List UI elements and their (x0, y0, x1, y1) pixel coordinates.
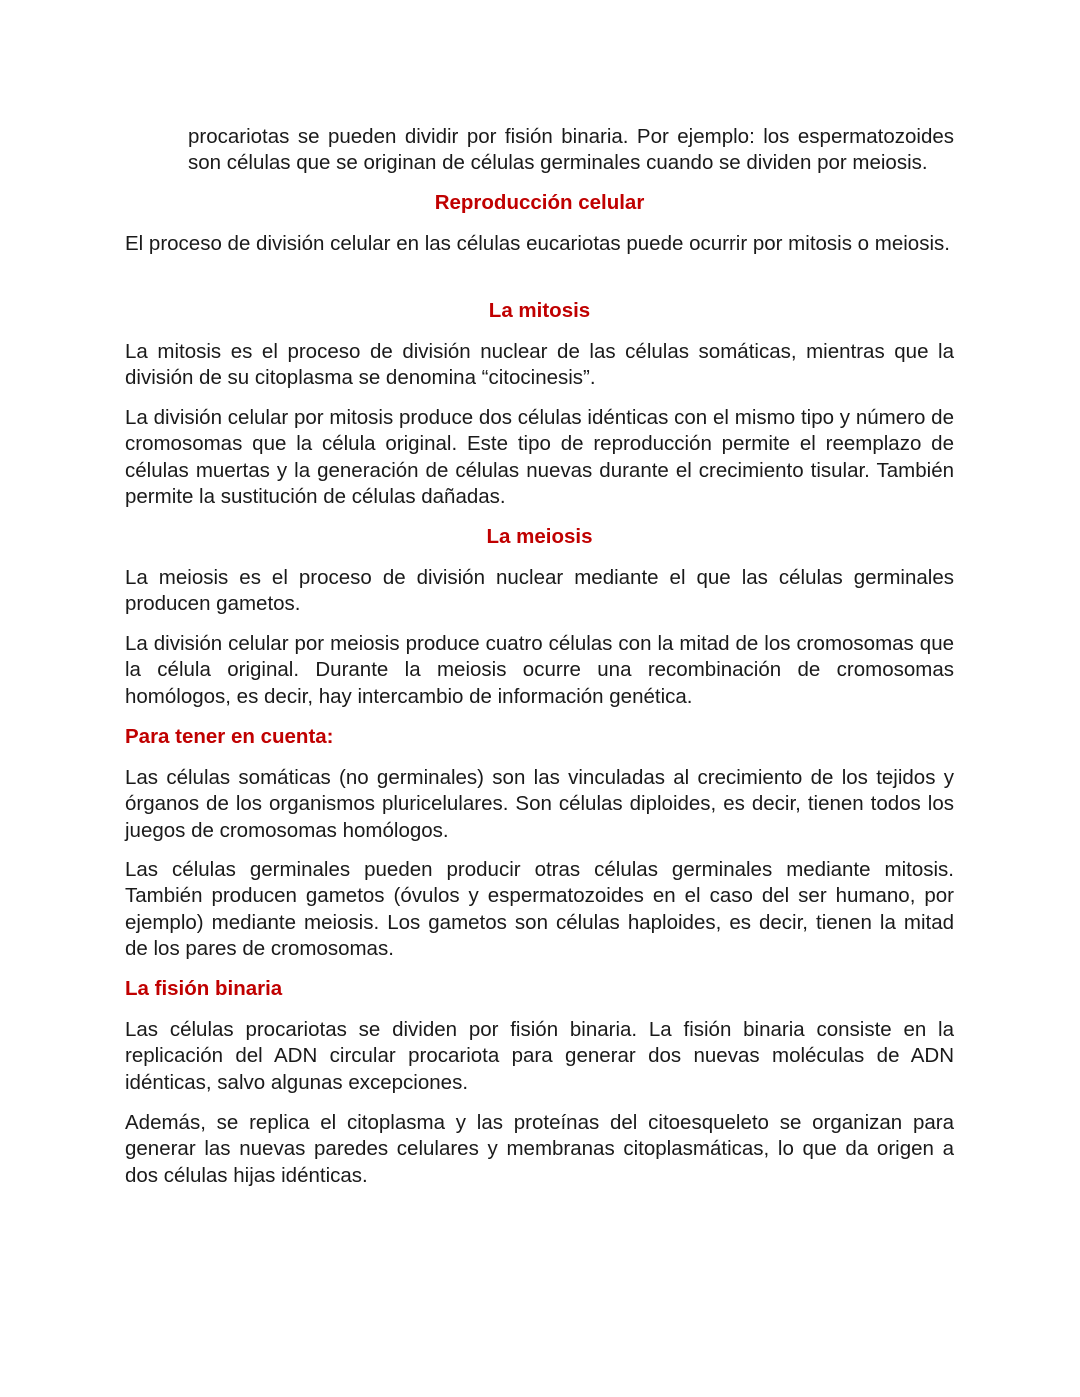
paragraph-meiosis-1: La meiosis es el proceso de división nuclear mediante el que las células germinales producen gametos. (125, 566, 954, 616)
paragraph-fision-2: Además, se replica el citoplasma y las proteínas del citoesqueleto se organizan para generar las nuevas paredes celulares y membranas citoplasmáticas, lo que da origen a dos células hijas idénticas. (125, 1111, 954, 1187)
paragraph-fision-1: Las células procariotas se dividen por fisión binaria. La fisión binaria consiste en la replicación del ADN circular procariota para generar dos nuevas moléculas de ADN idénticas, salvo algunas excepciones. (125, 1018, 954, 1094)
paragraph-cuenta-2: Las células germinales pueden producir otras células germinales mediante mitosis. También producen gametos (óvulos y espermatozoides en el caso del ser humano, por ejemplo) mediante meiosis. Los gametos son células haploides, es decir, tienen la mitad de los pares de cromosomas. (125, 858, 954, 960)
paragraph-mitosis-1: La mitosis es el proceso de división nuclear de las células somáticas, mientras que la división de su citoplasma se denomina “citocinesis”. (125, 340, 954, 390)
heading-reproduccion-celular: Reproducción celular (434, 191, 645, 214)
paragraph-meiosis-2: La división celular por meiosis produce cuatro células con la mitad de los cromosomas que la célula original. Durante la meiosis ocurre una recombinación de cromosomas homólogos, es decir, hay intercambio de información genética. (125, 632, 954, 708)
intro-continued-paragraph: procariotas se pueden dividir por fisión binaria. Por ejemplo: los espermatozoides son células que se originan de células germinales cuando se dividen por meiosis. (188, 125, 954, 175)
heading-fision-binaria: La fisión binaria (125, 977, 283, 1000)
paragraph-mitosis-2: La división celular por mitosis produce dos células idénticas con el mismo tipo y número de cromosomas que la célula original. Este tipo de reproducción permite el reemplazo de células muertas y la generación de células nuevas durante el crecimiento tisular. También permite la sustitución de células dañadas. (125, 406, 954, 508)
heading-meiosis: La meiosis (486, 525, 593, 548)
paragraph-reproduccion-1: El proceso de división celular en las células eucariotas puede ocurrir por mitosis o meiosis. (125, 232, 950, 255)
heading-para-tener-en-cuenta: Para tener en cuenta: (125, 725, 334, 748)
paragraph-cuenta-1: Las células somáticas (no germinales) son las vinculadas al crecimiento de los tejidos y órganos de los organismos pluricelulares. Son células diploides, es decir, tienen todos los juegos de cromosomas homólogos. (125, 766, 954, 842)
heading-mitosis: La mitosis (488, 299, 591, 322)
